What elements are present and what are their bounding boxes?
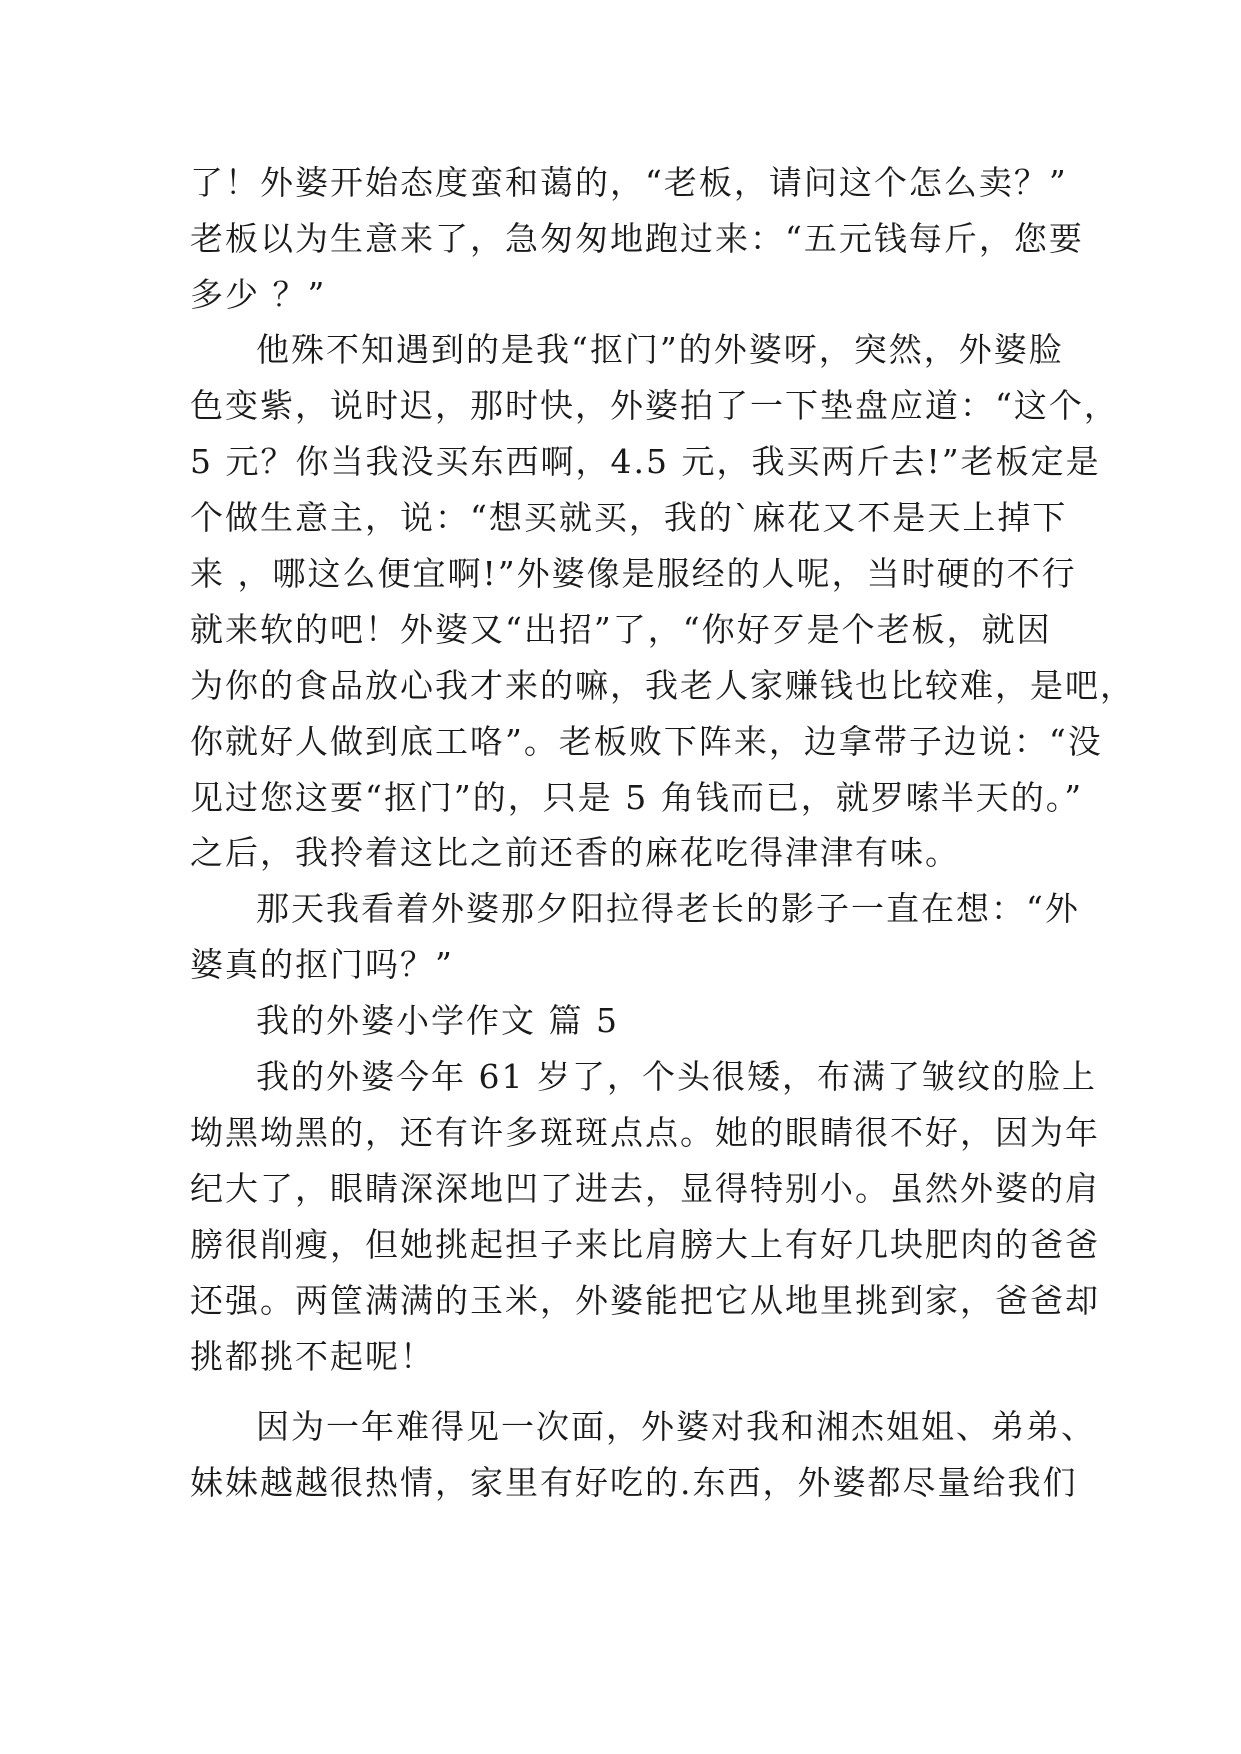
text-line: 老板以为生意来了，急匆匆地跑过来：“五元钱每斤，您要 xyxy=(190,219,1084,258)
text-line: 还强。两筐满满的玉米，外婆能把它从地里挑到家，爸爸却 xyxy=(190,1281,1100,1320)
text-line: 个做生意主，说：“想买就买，我的`麻花又不是天上掉下 xyxy=(190,498,1068,537)
text-line: 了！外婆开始态度蛮和蔼的，“老板，请问这个怎么卖？” xyxy=(190,163,1068,202)
text-line: 挑都挑不起呢！ xyxy=(190,1337,435,1376)
text-line: 见过您这要“抠门”的，只是 5 角钱而已，就罗嗦半天的。” xyxy=(190,778,1084,817)
paragraph-start-line: 他殊不知遇到的是我“抠门”的外婆呀，突然，外婆脸 xyxy=(256,330,1064,369)
text-line: 纪大了，眼睛深深地凹了进去，显得特别小。虽然外婆的肩 xyxy=(190,1169,1100,1208)
text-line: 多少 ？” xyxy=(190,275,327,314)
text-line: 色变紫，说时迟，那时快，外婆拍了一下垫盘应道：“这个， xyxy=(190,386,1119,425)
paragraph-start-line: 因为一年难得见一次面，外婆对我和湘杰姐姐、弟弟、 xyxy=(256,1407,1096,1446)
text-line: 坳黑坳黑的，还有许多斑斑点点。她的眼睛很不好，因为年 xyxy=(190,1113,1100,1152)
paragraph-start-line: 那天我看着外婆那夕阳拉得老长的影子一直在想：“外 xyxy=(256,889,1080,928)
section-heading: 我的外婆小学作文 篇 5 xyxy=(256,1001,619,1040)
text-line: 膀很削瘦，但她挑起担子来比肩膀大上有好几块肥肉的爸爸 xyxy=(190,1225,1100,1264)
text-line: 婆真的抠门吗？” xyxy=(190,945,454,984)
text-line: 5 元？你当我没买东西啊，4.5 元，我买两斤去!”老板定是 xyxy=(190,442,1101,481)
text-line: 就来软的吧！外婆又“出招”了，“你好歹是个老板，就因 xyxy=(190,610,1052,649)
paragraph-start-line: 我的外婆今年 61 岁了，个头很矮，布满了皱纹的脸上 xyxy=(256,1057,1097,1096)
text-line: 之后，我拎着这比之前还香的麻花吃得津津有味。 xyxy=(190,833,960,872)
text-line: 来 ，哪这么便宜啊!”外婆像是服经的人呢，当时硬的不行 xyxy=(190,554,1077,593)
text-line: 为你的食品放心我才来的嘛，我老人家赚钱也比较难，是吧， xyxy=(190,666,1135,705)
text-line: 你就好人做到底工咯”。老板败下阵来，边拿带子边说：“没 xyxy=(190,722,1103,761)
text-line: 妹妹越越很热情，家里有好吃的.东西，外婆都尽量给我们 xyxy=(190,1463,1078,1502)
